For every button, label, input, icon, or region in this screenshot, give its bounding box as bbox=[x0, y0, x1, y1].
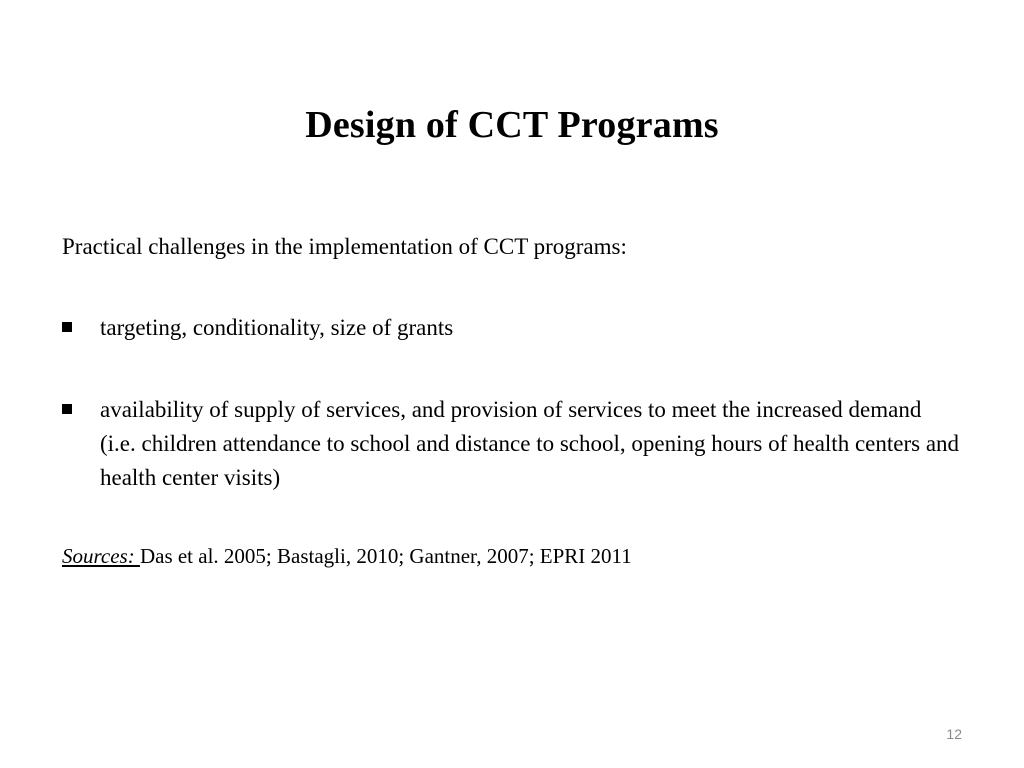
bullet-text: availability of supply of services, and provision of services to meet the increased demand (i.e. children attendance to school and distance to school, opening hours of health centers and health center visits) bbox=[100, 397, 960, 490]
slide-title: Design of CCT Programs bbox=[305, 104, 719, 147]
intro-text: Practical challenges in the implementation of CCT programs: bbox=[62, 234, 627, 259]
sources-line bbox=[62, 540, 632, 572]
square-bullet-icon bbox=[62, 322, 72, 332]
page-number: 12 bbox=[946, 726, 962, 742]
sources-label: Sources: bbox=[62, 544, 140, 568]
bullet-item bbox=[62, 393, 962, 495]
bullet-item bbox=[62, 311, 962, 345]
square-bullet-icon bbox=[62, 404, 72, 414]
bullet-text: targeting, conditionality, size of grants bbox=[100, 315, 454, 340]
sources-text: Das et al. 2005; Bastagli, 2010; Gantner, 2007; EPRI 2011 bbox=[139, 544, 632, 568]
